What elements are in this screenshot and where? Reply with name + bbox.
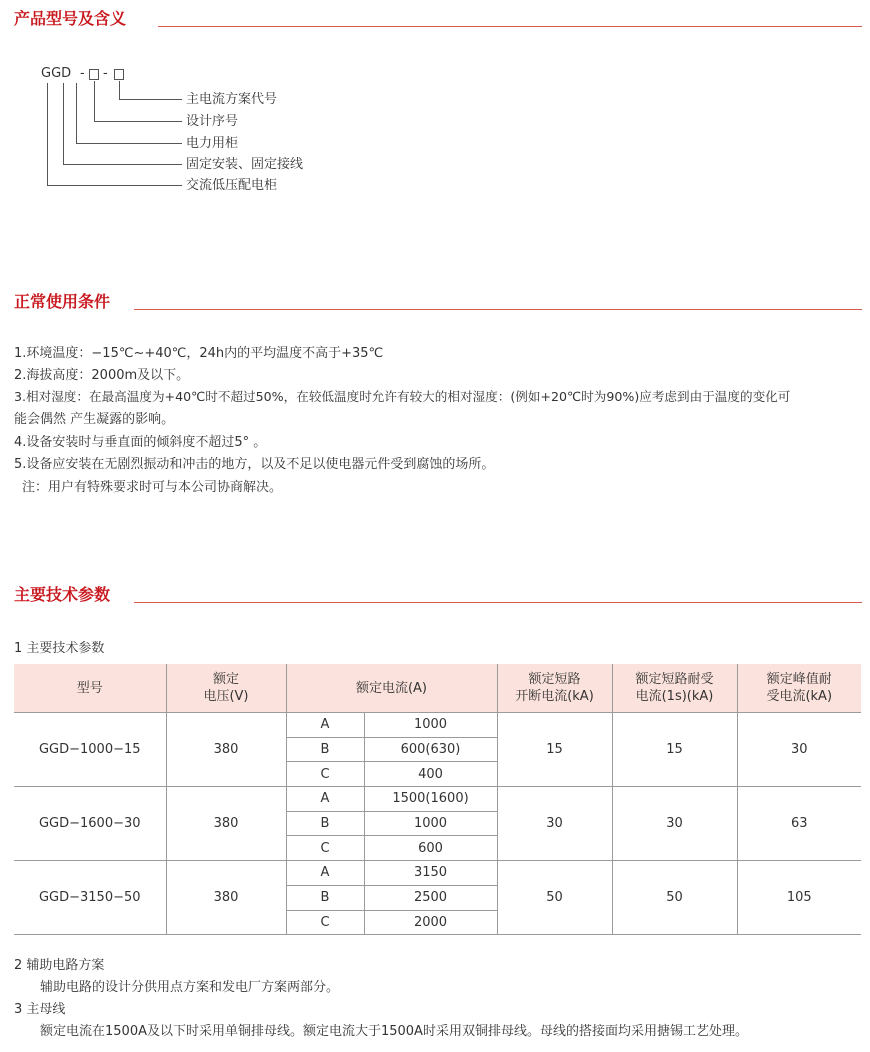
code-placeholder-box — [114, 69, 124, 80]
legend-item: 交流低压配电柜 — [186, 178, 278, 193]
model-code-prefix: GGD — [41, 66, 72, 81]
code-placeholder-box — [89, 69, 99, 80]
cell-withstand: 50 — [612, 861, 737, 935]
cell-scheme-code: C — [286, 762, 364, 787]
cell-current: 600(630) — [364, 737, 497, 762]
connector-line — [94, 121, 182, 122]
condition-item: 1.环境温度：−15℃~+40℃，24h内的平均温度不高于+35℃ — [14, 346, 384, 361]
condition-item: 5.设备应安装在无剧烈振动和冲击的地方，以及不足以使电器元件受到腐蚀的场所。 — [14, 457, 495, 472]
section-title-tech: 主要技术参数 — [14, 585, 111, 604]
cell-model: GGD−3150−50 — [14, 861, 166, 935]
cell-scheme-code: B — [286, 737, 364, 762]
cell-voltage: 380 — [166, 861, 286, 935]
cell-scheme-code: A — [286, 861, 364, 886]
cell-withstand: 30 — [612, 787, 737, 861]
section-model-header — [14, 8, 862, 32]
cell-scheme-code: B — [286, 811, 364, 836]
section-tech-header — [14, 584, 862, 608]
header-withstand: 额定短路耐受 电流(1s)(kA) — [612, 664, 737, 713]
cell-current: 400 — [364, 762, 497, 787]
section-title-model: 产品型号及含义 — [14, 9, 127, 28]
cell-withstand: 15 — [612, 713, 737, 787]
cell-scheme-code: A — [286, 713, 364, 738]
connector-line — [119, 99, 182, 100]
condition-item: 2.海拔高度：2000m及以下。 — [14, 368, 190, 383]
cell-scheme-code: B — [286, 885, 364, 910]
header-breaking: 额定短路 开断电流(kA) — [497, 664, 612, 713]
cell-model: GGD−1600−30 — [14, 787, 166, 861]
table-row — [14, 787, 861, 812]
code-dash: - — [80, 66, 85, 81]
condition-note: 注：用户有特殊要求时可与本公司协商解决。 — [22, 480, 283, 495]
table-row — [14, 713, 861, 738]
cell-current: 2500 — [364, 885, 497, 910]
cell-current: 1500(1600) — [364, 787, 497, 812]
connector-line — [76, 83, 77, 143]
cell-voltage: 380 — [166, 713, 286, 787]
connector-line — [119, 81, 120, 99]
cell-scheme-code: A — [286, 787, 364, 812]
condition-item: 3.相对湿度：在最高温度为+40℃时不超过50%，在较低温度时允许有较大的相对湿度：(例如+20℃时为90%)应考虑到由于温度的变化可 — [14, 389, 791, 404]
table-row — [14, 861, 861, 886]
section-title-conditions: 正常使用条件 — [14, 292, 111, 311]
section-divider — [158, 26, 862, 27]
aux-circuit-text: 辅助电路的设计分供用点方案和发电厂方案两部分。 — [40, 980, 340, 995]
header-current: 额定电流(A) — [286, 664, 497, 713]
tech-params-table — [14, 664, 861, 935]
cell-current: 600 — [364, 836, 497, 861]
legend-item: 固定安装、固定接线 — [186, 157, 304, 172]
header-voltage: 额定 电压(V) — [166, 664, 286, 713]
header-peak: 额定峰值耐 受电流(kA) — [737, 664, 861, 713]
section-divider — [134, 602, 862, 603]
code-dash: - — [103, 66, 108, 81]
cell-peak: 105 — [737, 861, 861, 935]
section-divider — [134, 309, 862, 310]
connector-line — [94, 81, 95, 121]
cell-model: GGD−1000−15 — [14, 713, 166, 787]
table-caption: 1 主要技术参数 — [14, 641, 105, 656]
cell-current: 2000 — [364, 910, 497, 935]
connector-line — [47, 185, 182, 186]
condition-item: 4.设备安装时与垂直面的倾斜度不超过5° 。 — [14, 435, 267, 450]
condition-item: 能会偶然 产生凝露的影响。 — [14, 412, 175, 427]
cell-scheme-code: C — [286, 910, 364, 935]
cell-peak: 63 — [737, 787, 861, 861]
header-model: 型号 — [14, 664, 166, 713]
connector-line — [76, 143, 182, 144]
cell-voltage: 380 — [166, 787, 286, 861]
cell-current: 1000 — [364, 811, 497, 836]
main-busbar-text: 额定电流在1500A及以下时采用单铜排母线。额定电流大于1500A时采用双铜排母线。母线的搭接面均采用搪锡工艺处理。 — [40, 1024, 748, 1039]
main-busbar-title: 3 主母线 — [14, 1002, 66, 1017]
cell-breaking: 15 — [497, 713, 612, 787]
cell-current: 1000 — [364, 713, 497, 738]
cell-current: 3150 — [364, 861, 497, 886]
cell-scheme-code: C — [286, 836, 364, 861]
legend-item: 设计序号 — [186, 114, 239, 129]
connector-line — [47, 83, 48, 185]
legend-item: 主电流方案代号 — [186, 92, 278, 107]
connector-line — [63, 164, 182, 165]
cell-peak: 30 — [737, 713, 861, 787]
connector-line — [63, 83, 64, 164]
section-conditions-header — [14, 291, 862, 315]
aux-circuit-title: 2 辅助电路方案 — [14, 958, 105, 973]
table-header-row — [14, 664, 861, 713]
legend-item: 电力用柜 — [186, 136, 239, 151]
cell-breaking: 30 — [497, 787, 612, 861]
cell-breaking: 50 — [497, 861, 612, 935]
